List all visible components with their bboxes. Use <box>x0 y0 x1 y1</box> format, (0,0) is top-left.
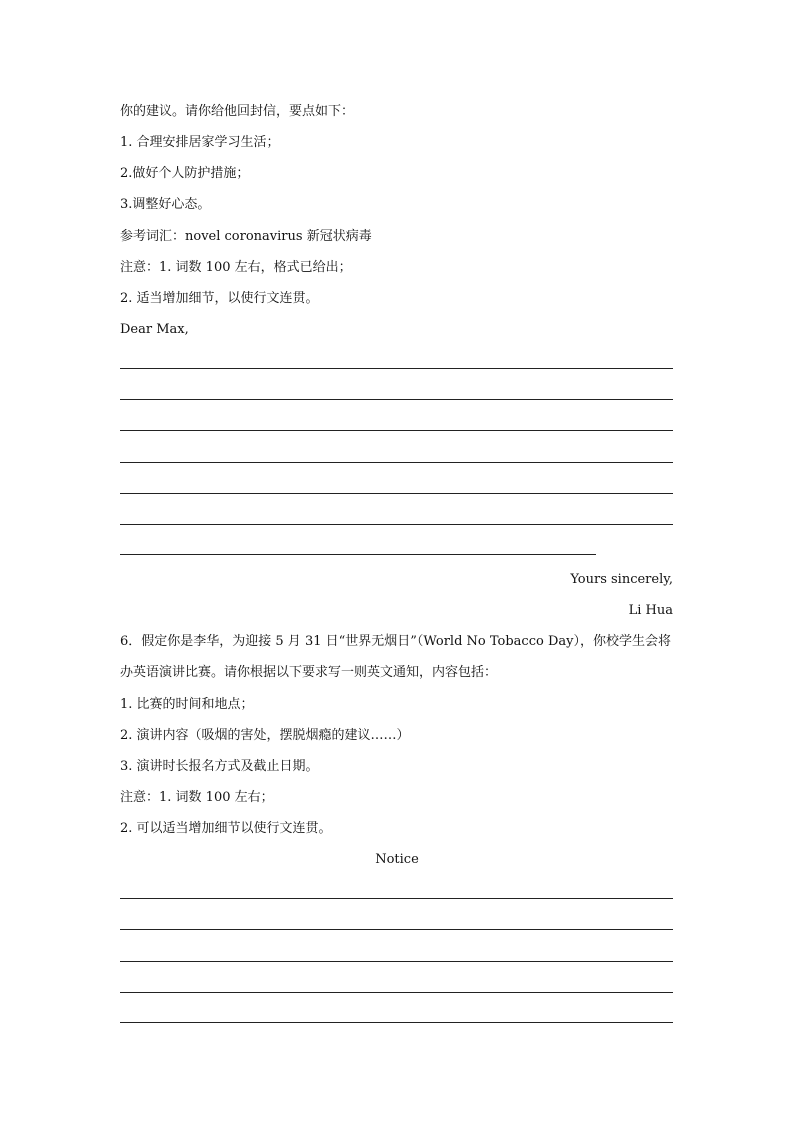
q5-line-3: 2.做好个人防护措施； <box>120 166 250 181</box>
q6-line-2: 办英语演讲比赛。请你根据以下要求写一则英文通知，内容包括： <box>120 665 498 680</box>
q5-line-4: 3.调整好心态。 <box>120 197 211 212</box>
answer-line[interactable] <box>120 929 673 930</box>
notice-title: Notice <box>375 852 419 867</box>
signature: Li Hua <box>628 603 673 618</box>
answer-line[interactable] <box>120 524 673 525</box>
answer-line[interactable] <box>120 399 673 400</box>
closing: Yours sincerely, <box>570 572 673 587</box>
answer-line[interactable] <box>120 554 596 555</box>
answer-line[interactable] <box>120 368 673 369</box>
q6-line-3: 1. 比赛的时间和地点； <box>120 697 254 712</box>
answer-line[interactable] <box>120 1022 673 1023</box>
answer-line[interactable] <box>120 430 673 431</box>
q5-line-5: 参考词汇：novel coronavirus 新冠状病毒 <box>120 229 372 244</box>
q5-line-2: 1. 合理安排居家学习生活； <box>120 135 280 150</box>
q5-line-7: 2. 适当增加细节，以使行文连贯。 <box>120 291 319 306</box>
q6-line-1: 6．假定你是李华，为迎接 5 月 31 日“世界无烟日”（World No Tobacco Day），你校学生会将 <box>120 634 671 649</box>
answer-line[interactable] <box>120 462 673 463</box>
q6-line-7: 2. 可以适当增加细节以使行文连贯。 <box>120 821 332 836</box>
q6-line-4: 2. 演讲内容（吸烟的害处，摆脱烟瘾的建议……） <box>120 728 410 743</box>
q5-line-6: 注意：1. 词数 100 左右，格式已给出； <box>120 260 352 275</box>
q6-line-6: 注意：1. 词数 100 左右； <box>120 790 274 805</box>
answer-line[interactable] <box>120 898 673 899</box>
salutation: Dear Max, <box>120 322 189 337</box>
q5-line-1: 你的建议。请你给他回封信，要点如下： <box>120 104 355 119</box>
answer-line[interactable] <box>120 992 673 993</box>
answer-line[interactable] <box>120 493 673 494</box>
q6-line-5: 3. 演讲时长报名方式及截止日期。 <box>120 759 319 774</box>
answer-line[interactable] <box>120 961 673 962</box>
